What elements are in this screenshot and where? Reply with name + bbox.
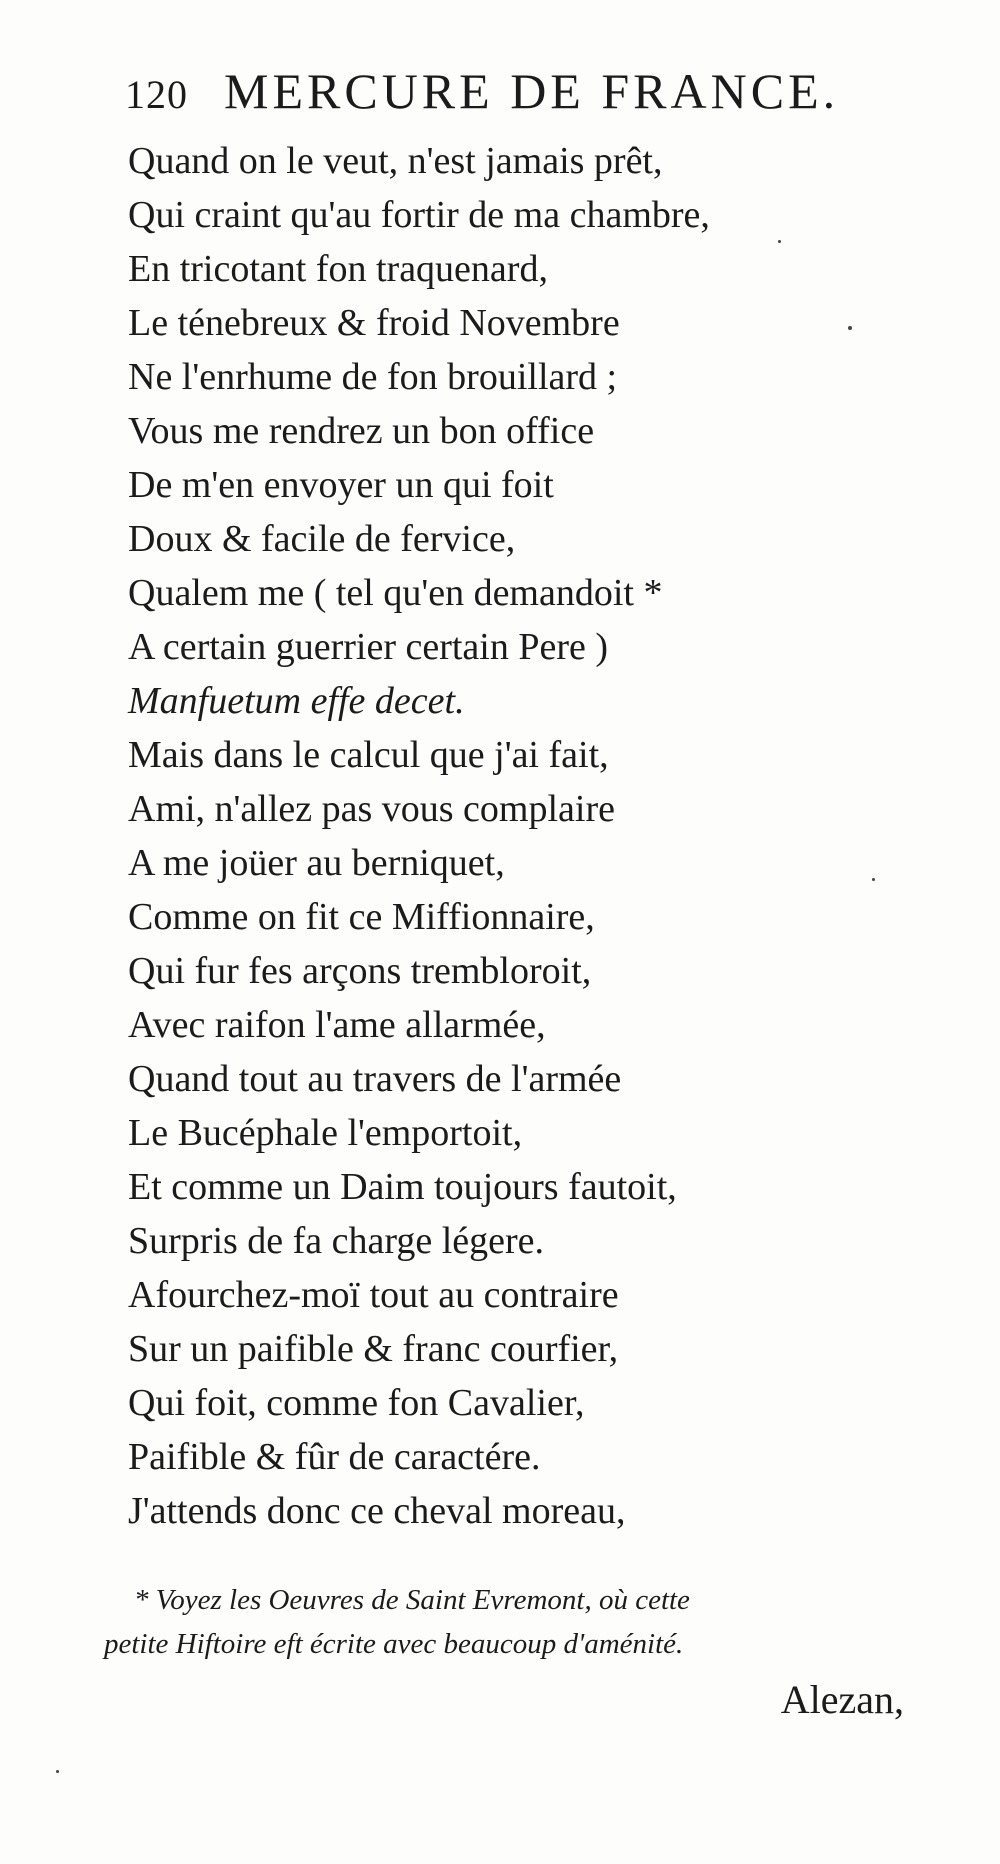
verse-line: Surpris de fa charge légere. <box>128 1220 545 1262</box>
verse-line: Quand tout au travers de l'armée <box>128 1058 622 1100</box>
verse-line: Afourchez-moï tout au contraire <box>128 1274 619 1316</box>
verse-line: Quand on le veut, n'est jamais prêt, <box>128 140 663 182</box>
ink-speck <box>56 1770 59 1773</box>
verse-line: Ne l'enrhume de fon brouillard ; <box>128 356 618 398</box>
verse-line: Comme on fit ce Miffionnaire, <box>128 896 595 938</box>
ink-speck <box>778 240 781 243</box>
verse-line: Vous me rendrez un bon office <box>128 410 595 452</box>
verse-line: Qualem me ( tel qu'en demandoit * <box>128 572 663 614</box>
running-header <box>125 62 905 122</box>
verse-line-latin: Manfuetum effe decet. <box>128 680 465 722</box>
footnote-line: petite Hiftoire eft écrite avec beaucoup d'aménité. <box>104 1628 684 1660</box>
verse-line: Mais dans le calcul que j'ai fait, <box>128 734 609 776</box>
verse-line: En tricotant fon traquenard, <box>128 248 548 290</box>
verse-line: A me joüer au berniquet, <box>128 842 505 884</box>
verse-line: Le Bucéphale l'emportoit, <box>128 1112 523 1154</box>
ink-speck <box>848 326 852 330</box>
verse-line: Paifible & fûr de caractére. <box>128 1436 541 1478</box>
verse-line: Le ténebreux & froid Novembre <box>128 302 620 344</box>
footnote-line: * Voyez les Oeuvres de Saint Evremont, où cette <box>134 1584 690 1616</box>
verse-line: Et comme un Daim toujours fautoit, <box>128 1166 677 1208</box>
verse-line: Qui fur fes arçons trembloroit, <box>128 950 592 992</box>
verse-line: Ami, n'allez pas vous complaire <box>128 788 615 830</box>
verse-line: Sur un paifible & franc courfier, <box>128 1328 619 1370</box>
verse-line: A certain guerrier certain Pere ) <box>128 626 609 668</box>
verse-line: Qui craint qu'au fortir de ma chambre, <box>128 194 710 236</box>
verse-line: J'attends donc ce cheval moreau, <box>128 1490 626 1532</box>
running-title: MERCURE DE FRANCE. <box>224 63 840 119</box>
verse-line: De m'en envoyer un qui foit <box>128 464 554 506</box>
verse-line: Avec raifon l'ame allarmée, <box>128 1004 546 1046</box>
catchword: Alezan, <box>780 1677 904 1722</box>
page-number: 120 <box>125 72 188 117</box>
ink-speck <box>872 878 875 881</box>
poem-verse <box>128 134 888 1538</box>
verse-line: Doux & facile de fervice, <box>128 518 516 560</box>
verse-line: Qui foit, comme fon Cavalier, <box>128 1382 585 1424</box>
footnote <box>104 1578 924 1666</box>
